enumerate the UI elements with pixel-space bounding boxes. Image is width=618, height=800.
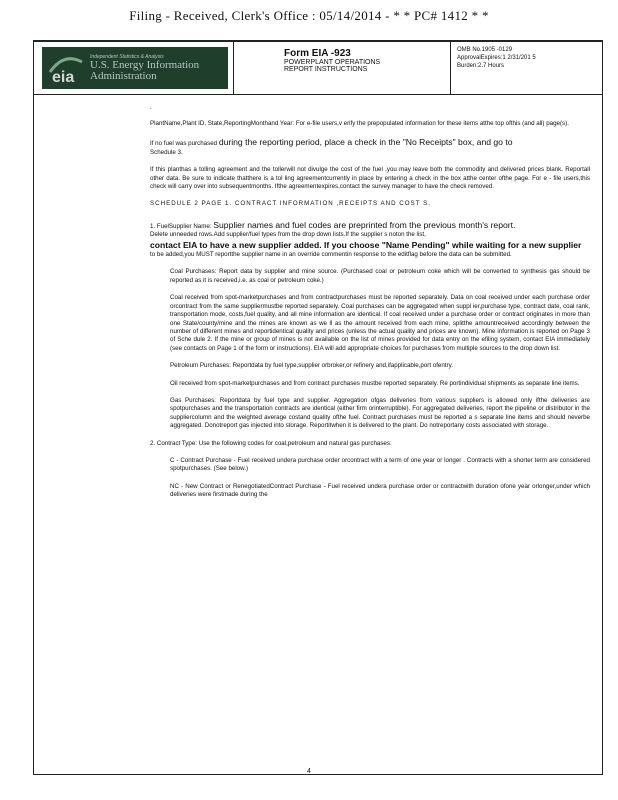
page-number: 4: [307, 768, 311, 775]
petroleum-paragraph: Petroleum Purchases: Reportdata by fuel type,supplier orbroker,or refinery and,ifapplicable,port ofentry.: [170, 362, 453, 370]
form-title: Form EIA -923: [284, 48, 351, 59]
schedule-heading: SCHEDULE 2 PAGE 1. CONTRACT INFORMATION ,RECEIPTS AND COST S.: [150, 200, 431, 208]
logo-tagline: Independent Statistics & Analysis: [90, 53, 164, 60]
fuel-supplier-override: to be added,you MUST reportthe supplier name in an override commentin response to the editflag before the data can be submitted.: [150, 251, 512, 259]
logo-line-1: U.S. Energy Information: [90, 58, 200, 71]
form-header: [33, 40, 603, 95]
burden-hours: Burden:2.7 Hours: [457, 63, 505, 69]
gas-paragraph: Gas Purchases: Reportdata by fuel type and supplier. Aggregation ofgas deliveries from various suppliers is allowed only ifthe deliveries are spotpurchases and the transportation contracts are identical (either firm orinterruptible). For aggregated deliveries, report the pipeline or distributor in the suppliercolumn and the weighted average costand quality ofthe fuel. Contract purchases must be reported a s separate line items and should neverbe aggregated. Donotreport gas injected into storage. Reportitwhen it is delivered to the plant. Do notreportany costs associated with storage.: [170, 396, 590, 430]
fuel-supplier-delete: Delete unneeded rows.Add supplier/fuel types from the drop down lists.If the supplier s noton the list,: [150, 231, 426, 239]
plant-name-paragraph: PlantName,Plant ID, State,ReportingMonthand Year: For e-file users,v erify the prepopulated information for these items atthe top ofthis (and all) page(s).: [150, 120, 569, 127]
fuel-supplier-paragraph: [150, 220, 590, 260]
form-subtitle-2: REPORT INSTRUCTIONS: [284, 66, 368, 73]
eia-logo: [42, 47, 228, 89]
logo-cell: [34, 42, 234, 94]
tolling-paragraph: If this planthas a tolling agreement and the tollerwill not divulge the cost of the fuel ,you may leave both the commodity and delivered prices blank. Reportall other data. Be sure to indicate thatthere is a tol ling agreementcurrently in place by entering a check in the box atthe center ofthe page. For e - file users,this check will carry over into subsequentmonths. Ifthe agreementexpires,contact the survey manager to have the check removed.: [150, 166, 590, 191]
filing-stamp: Filing - Received, Clerk's Office : 05/14/2014 - * * PC# 1412 * *: [129, 8, 489, 23]
contract-type-paragraph: 2. Contract Type: Use the following codes for coal,petroleum and natural gas purchases:: [150, 439, 392, 447]
logo-text: [90, 55, 199, 82]
no-fuel-lead: If no fuel was purchased: [150, 140, 218, 148]
stray-dot: .: [150, 105, 152, 111]
logo-line-2: Administration: [90, 69, 157, 82]
no-fuel-paragraph: [150, 137, 590, 157]
omb-number: OMB No.1905 -0129: [457, 47, 513, 53]
contract-code-nc: NC - New Contract or RenegotiatedContract Purchase - Fuel received undera purchase order or contractwith duration ofone year orlonger,under which deliveries were firstmade during the: [170, 482, 590, 499]
no-fuel-emphasis: during the reporting period, place a check in the "No Receipts" box, and go to: [218, 137, 513, 148]
omb-cell: [451, 42, 602, 94]
coal-received-paragraph: Coal received from spot-marketpurchases and from contractpurchases must be reported separately. Data on coal received under each purchase order orcontract from the same suppliermustbe reported separately. Coal purchases can be aggregated when suppl ier,purchase type, contract date, coal rank, transportation mode, costs,fuel quality, and all mine information are identical. If coal received under a purchase order or contract originates in more than one State/county/mine and the mines are known as we ll as the amount received from each mine, splitthe amountreceived accordingly between the number of different mines and reportidentical quality and prices (unless the actual quality and prices are known). Mine information is reported on Page 3 of Sche dule 2. If the mine or group of mines is not available on the list of mines provided for data entry on the efiling system, contact EIA immediately (see contacts on Page 1 of the form or instructions). EIA will add appropriate choices for purchases from multiple sources to the drop down list.: [170, 294, 590, 352]
instructions-body: [150, 120, 590, 509]
contract-code-c: C - Contract Purchase - Fuel received undera purchase order orcontract with a term of one year or longer . Contracts with a shorter term are considered spotpurchases. (See below.): [170, 456, 590, 473]
oil-paragraph: Oil received from spot-marketpurchases and from contract purchases mustbe reported separately. Re portindividual shipments as separate line items.: [170, 379, 580, 387]
fuel-supplier-preprinted: Supplier names and fuel codes are preprinted from the previous month's report.: [213, 219, 516, 230]
title-cell: [234, 42, 451, 94]
approval-expires: ApprovalExpires:1 2/31/201 5: [457, 55, 536, 61]
fuel-supplier-label: 1. FuelSupplier Name:: [150, 222, 212, 230]
form-subtitle-1: POWERPLANT OPERATIONS: [284, 59, 381, 66]
fuel-supplier-contact: contact EIA to have a new supplier added. If you choose "Name Pending" while waiting for a new supplier: [150, 239, 582, 250]
logo-mark-text: eia: [52, 69, 75, 86]
coal-purchases-paragraph: Coal Purchases: Report data by supplier and mine source. (Purchased coal or petroleum coke which will be converted to synthesis gas should be reported as it is received,i.e. as coal or petroleum coke.): [170, 268, 590, 284]
eia-swoosh-icon: [46, 48, 86, 88]
no-fuel-schedule: Schedule 3.: [150, 148, 183, 156]
